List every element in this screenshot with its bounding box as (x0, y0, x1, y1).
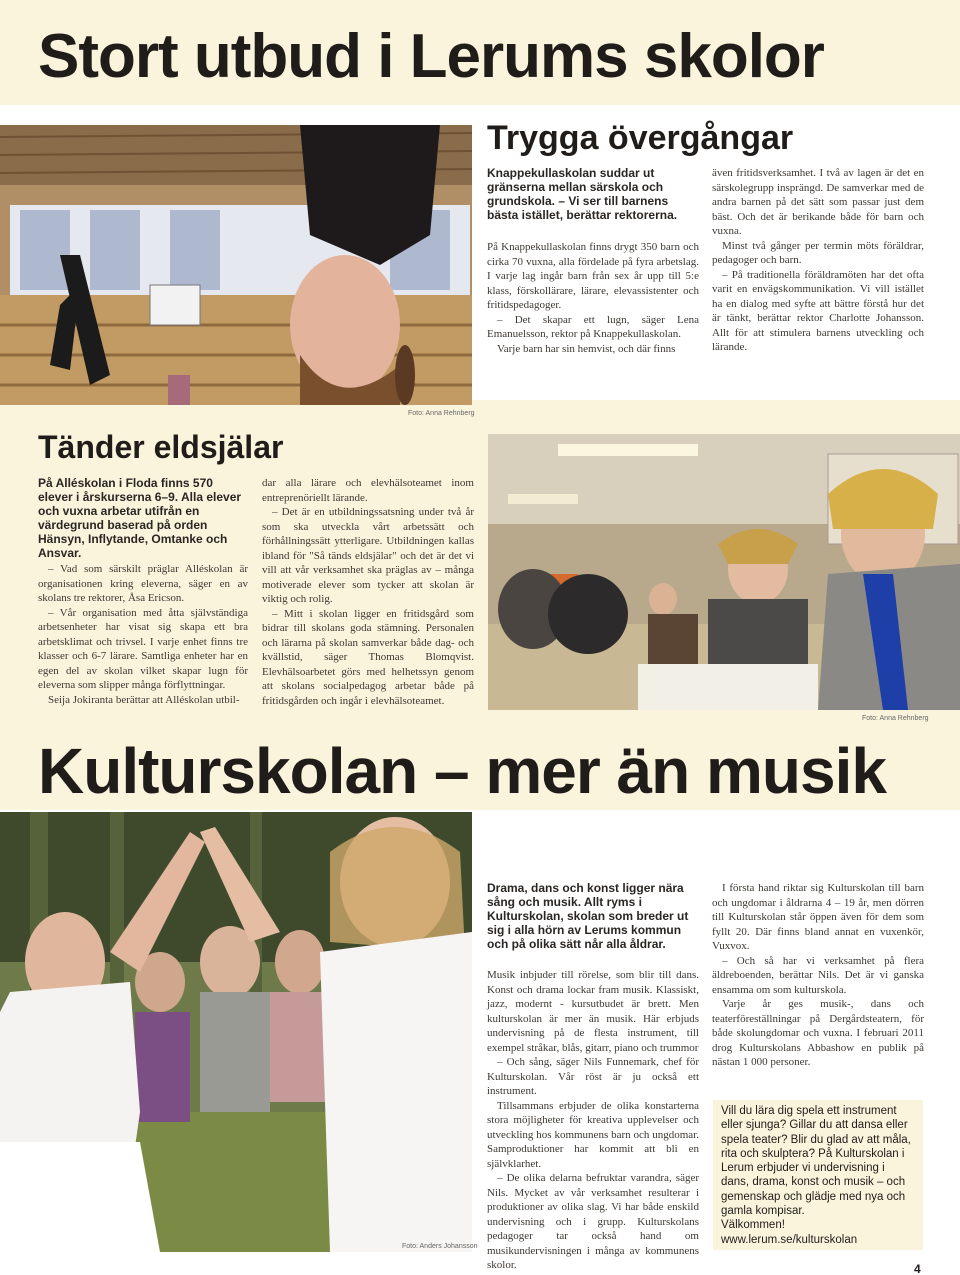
paragraph: – Och så har vi verksamhet på flera äldreboenden, berättar Nils. Det är vi ganska ensamma om som kulturskola. (712, 954, 924, 996)
paragraph: Varje barn har sin hemvist, och där finns (497, 342, 676, 355)
paragraph: Musik inbjuder till rörelse, som blir till dans. Konst och drama lockar fram musik. Klassiskt, jazz, modernt - kursutbudet är brett. Men kulturskolan är mer än musik. Här erbjuds undervisning på de flesta instrument, till exempel stråkar, blås, gitarr, piano och trummor (487, 969, 699, 1054)
paragraph: – Det skapar ett lugn, säger Lena Emanuelsson, rektor på Knappekullaskolan. (487, 313, 699, 340)
paragraph: – Vad som särskilt präglar Alléskolan är organisationen kring eleverna, säger en av skolans tre rektorer, Åsa Ericson. (38, 563, 248, 604)
article-column-2 (712, 881, 924, 1070)
welcome-text: Välkommen! (721, 1219, 785, 1232)
paragraph: – Vår organisation med åtta självständiga arbetsenheter har visat sig skapa ett bra arbetsklimat och trivsel. I varje enhet finns tre klasser och 6-7 lärare. Samtliga enheter har en egen del av skolan vilket skapar lugn för eleverna som slipper många förflyttningar. (38, 606, 248, 691)
paragraph: Seija Jokiranta berättar att Alléskolan utbil- (48, 693, 240, 706)
article-column-1 (487, 968, 699, 1273)
article-lead: På Alléskolan i Floda finns 570 elever i årskurserna 6–9. Alla elever och vuxna arbetar utifrån en värdegrund baserad på orden Hänsyn, Inflytande, Omtanke och Ansvar. (38, 476, 242, 560)
paragraph: – De olika delarna befruktar varandra, säger Nils. Mycket av vår verksamhet resulterar i produktioner av olika slag. Vi har både enskild undervisning och i grupp. Kulturskolans pedagoger tar också hand om musikundervisningen i många av kommunens skolor. (487, 1172, 699, 1271)
info-box (713, 1100, 923, 1250)
paragraph: dar alla lärare och elevhälsoteamet inom entreprenöriellt lärande. (262, 477, 474, 504)
paragraph: – Mitt i skolan ligger en fritidsgård som bidrar till skolans goda stämning. Personalen och lärarna på skolan samverkar både dag- och kvällstid, säger Thomas Blomqvist. Elevhälsoarbetet görs med helhetssyn genom att skolans socialpedagog arbetar både på fritidsgården och ingår i elevhälsoteamet. (262, 607, 474, 707)
paragraph: Varje år ges musik-, dans och teaterföreställningar på Dergårdsteatern, för både skolungdomar och vuxna. I februari 2011 drog Kulturskolans Abbashow en publik på nästan 1 000 personer. (712, 998, 924, 1068)
page-title: Stort utbud i Lerums skolor (38, 22, 824, 91)
photo-credit: Foto: Anna Rehnberg (862, 715, 929, 722)
paragraph: – Och sång, säger Nils Funnemark, chef för Kulturskolan. Vår röst är ju också ett instrument. (487, 1056, 699, 1097)
photo-credit: Foto: Anna Rehnberg (408, 410, 475, 417)
dance-photo (0, 812, 472, 1252)
article-column-2 (712, 166, 924, 355)
paragraph: även fritidsverksamhet. I två av lagen är det en särskolegrupp insprängd. De samverkar med de andra barnen på det sätt som passar just dem bäst. Och det är berikande både för barn och vuxna. (712, 167, 924, 237)
paragraph: Minst två gånger per termin möts föräldrar, pedagoger och barn. (712, 239, 924, 266)
article-title: Tänder eldsjälar (38, 429, 284, 465)
gym-photo (0, 125, 472, 405)
page-number: 4 (914, 1262, 921, 1275)
paragraph: På Knappekullaskolan finns drygt 350 barn och cirka 70 vuxna, alla fördelade på fyra arbetslag. I varje lag ingår barn från sex år upp till 5:e klass, förskollärare, lärare, elevassistenter och fritidspedagoger. (487, 241, 699, 311)
info-text: Vill du lära dig spela ett instrument eller sjunga? Gillar du att dansa eller spela teater? Blir du glad av att måla, rita och skulptera? På Kulturskolan i Lerum erbjuder vi undervisning i dans, drama, konst och musik – och gemenskap och glädje med nya och gamla kompisar. (721, 1105, 911, 1218)
article-lead: Knappekullaskolan suddar ut gränserna mellan särskola och grundskola. – Vi ser till barnens bästa istället, berättar rektorerna. (487, 166, 678, 222)
classroom-photo (488, 434, 960, 710)
article-lead: Drama, dans och konst ligger nära sång och musik. Allt ryms i Kulturskolan, skolan som breder ut sig i alla hörn av Lerums kommun och på olika sätt når alla åldrar. (487, 881, 689, 951)
article-column-1 (487, 240, 699, 356)
paragraph: I första hand riktar sig Kulturskolan till barn och ungdomar i åldrarna 4 – 19 år, men dörren till Kulturskolan står öppen även för dem som fyllt 20. Där finns bland annat en vuxenkör, Vuxvox. (712, 882, 924, 952)
article-column-1 (38, 562, 248, 707)
paragraph: – På traditionella föräldramöten har det ofta varit en envägskommunikation. Vi vill istället ha en dialog med syfte att bättre förstå hur det är tänkt, berättar rektor Charlotte Johansson. Allt för att stimulera barnens utveckling och lärande. (712, 268, 924, 353)
paragraph: Tillsammans erbjuder de olika konstarterna stora möjligheter för kreativa upplevelser och utveckling hos kommunens barn och ungdomar. Samproduktioner har kommit att bli en självklarhet. (487, 1099, 699, 1170)
paragraph: – Det är en utbildningssatsning under två år som ska utveckla vårt arbetssätt och förhållningssätt ytterligare. Utbildningen kallas ibland för "Så tänds eldsjälar" och det är det vi vill att vår verksamhet ska präglas av – många motiverade elever som tycker att skolan är viktig och rolig. (262, 506, 474, 605)
section-title: Kulturskolan – mer än musik (38, 735, 886, 807)
photo-credit: Foto: Anders Johansson (402, 1243, 478, 1250)
article-title: Trygga övergångar (487, 119, 794, 157)
article-column-2 (262, 476, 474, 708)
website-link[interactable]: www.lerum.se/kulturskolan (721, 1233, 858, 1246)
